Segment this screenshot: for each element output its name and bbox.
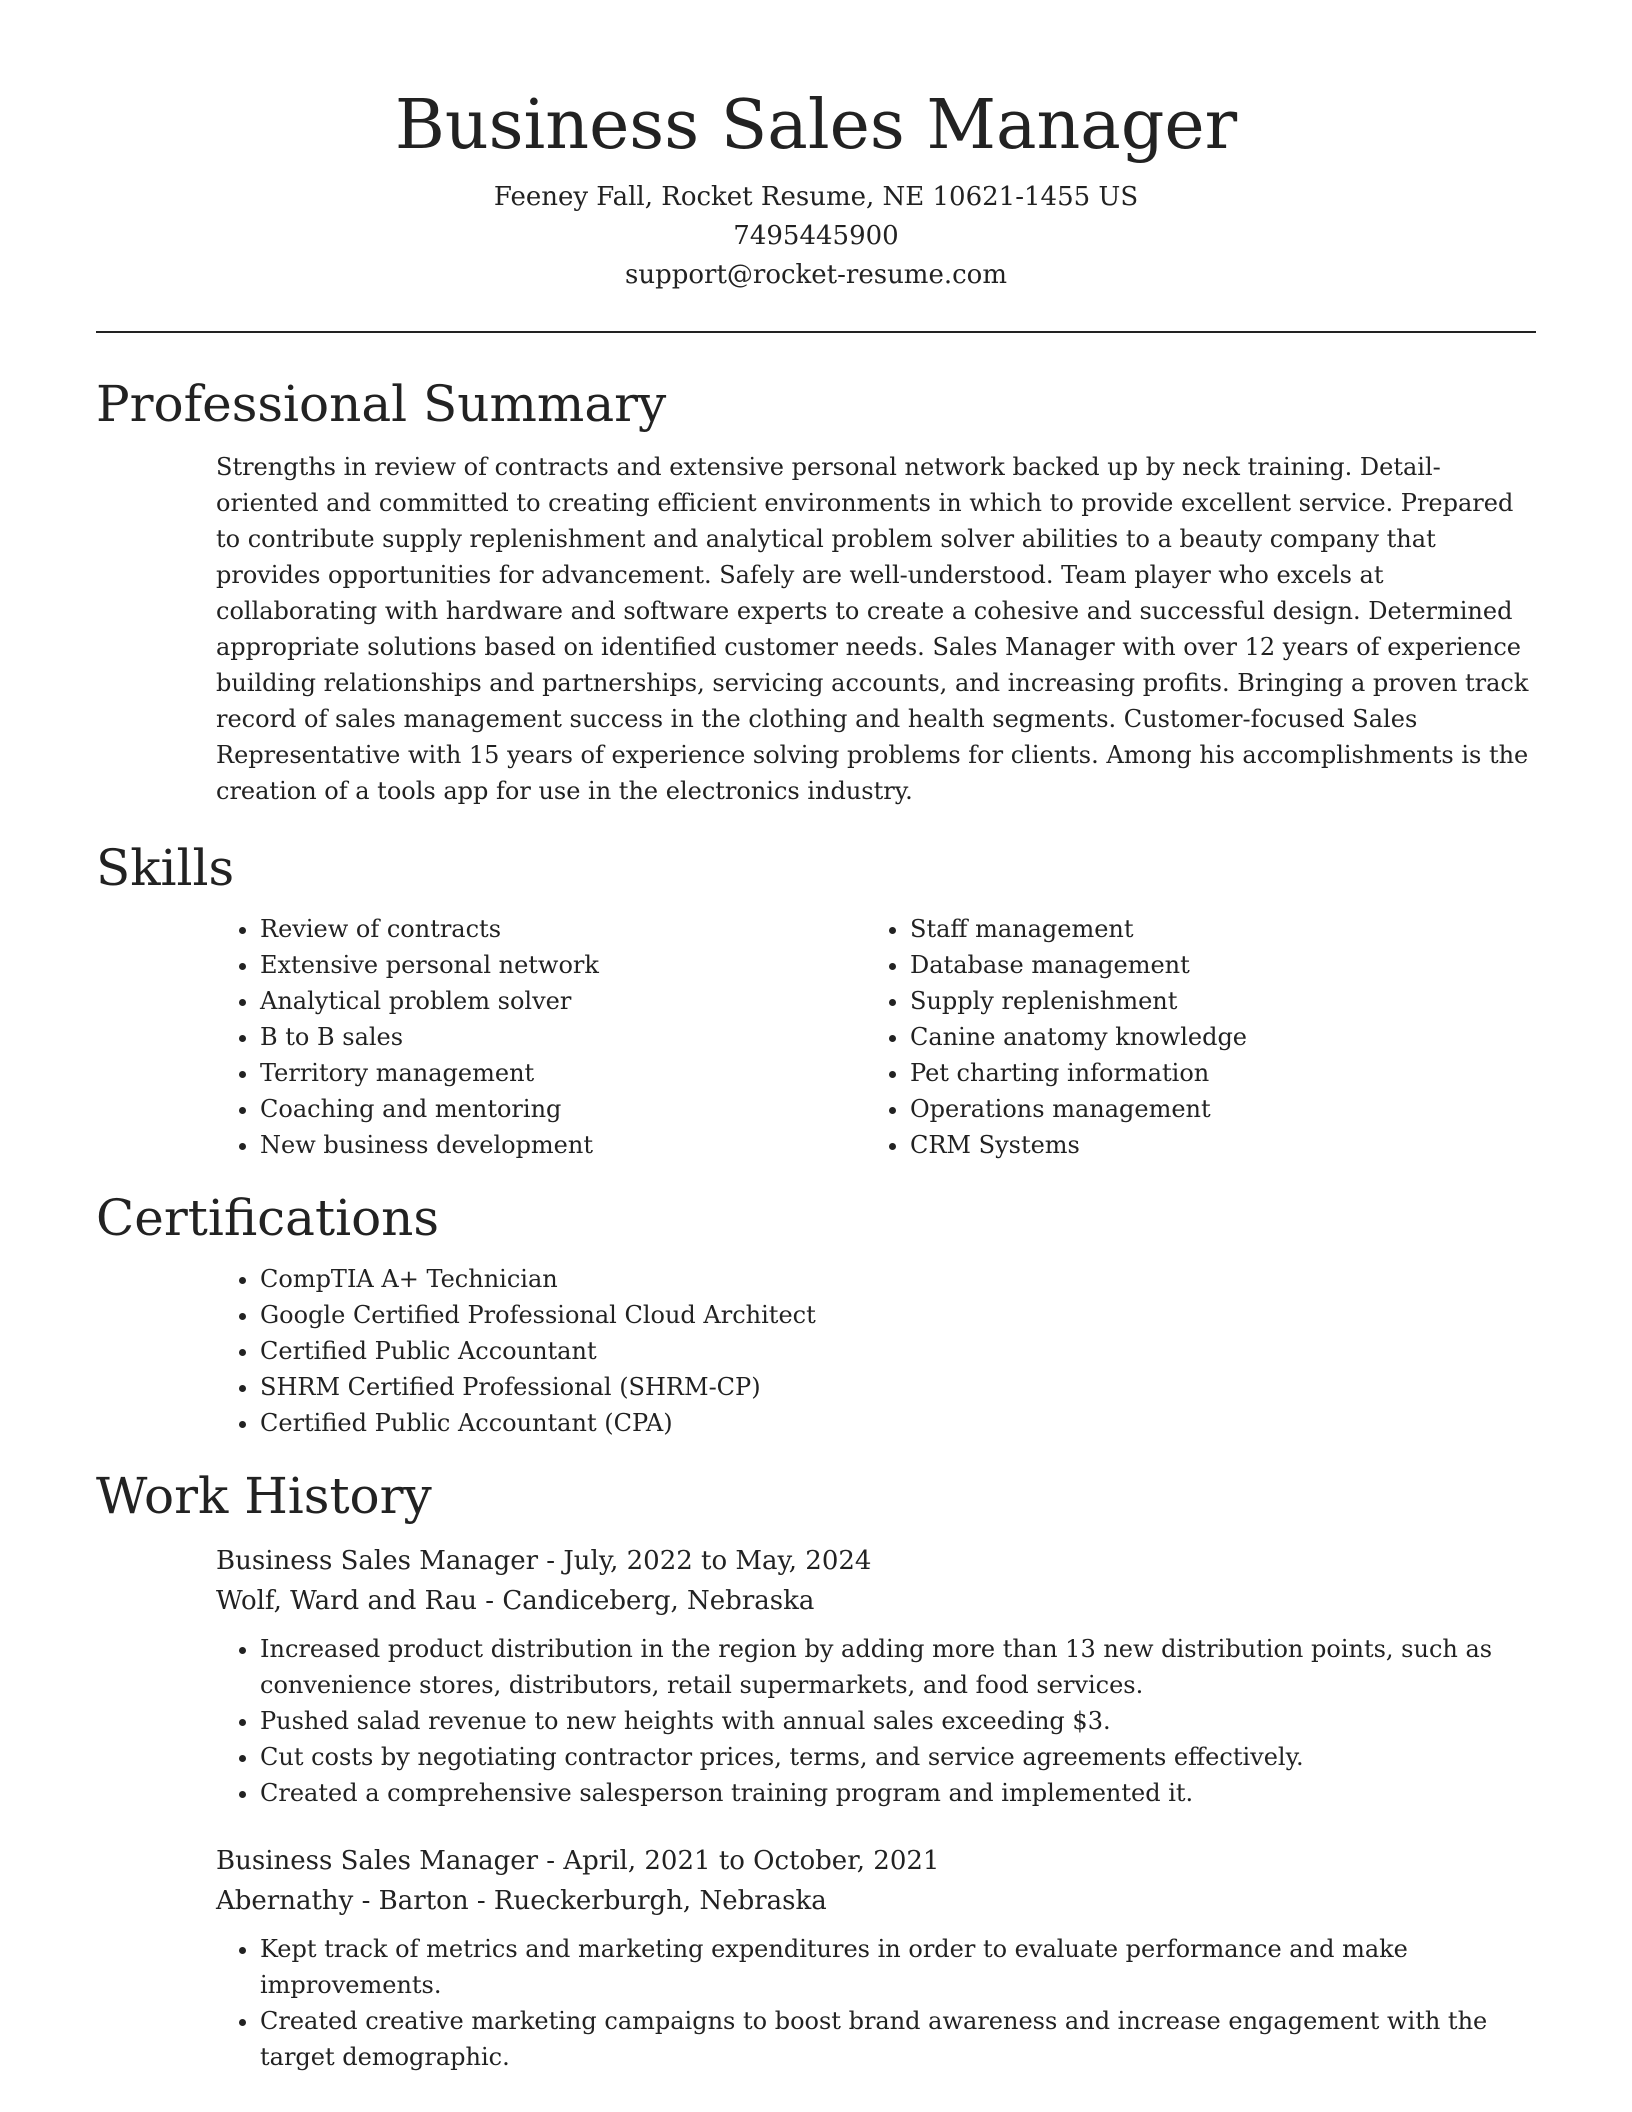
certification-item: • CompTIA A+ Technician bbox=[260, 1261, 1536, 1297]
job-bullet: • Kept track of metrics and marketing expenditures in order to evaluate performance and make improvements. bbox=[260, 1931, 1536, 2003]
job-company-line bbox=[216, 1881, 1536, 1921]
job-location: Rueckerburgh, Nebraska bbox=[493, 1886, 827, 1916]
work-history-body bbox=[216, 1541, 1536, 2075]
skills-list-left bbox=[216, 911, 866, 1163]
job-location: Candiceberg, Nebraska bbox=[502, 1586, 815, 1616]
skill-item: • Database management bbox=[910, 947, 1516, 983]
certifications-title: Certifications bbox=[96, 1189, 440, 1247]
contact-block bbox=[96, 178, 1536, 295]
job-title-line bbox=[216, 1541, 1536, 1581]
separator: - bbox=[468, 1886, 494, 1916]
job-bullet: • Created a comprehensive salesperson training program and implemented it. bbox=[260, 1775, 1536, 1811]
resume-page bbox=[96, 0, 1536, 2105]
skill-item: • New business development bbox=[260, 1127, 866, 1163]
job-bullet: • Pushed salad revenue to new heights with annual sales exceeding $3. bbox=[260, 1703, 1536, 1739]
contact-email: support@rocket-resume.com bbox=[624, 260, 1007, 290]
contact-address: Feeney Fall, Rocket Resume, NE 10621-1455 US bbox=[493, 182, 1139, 212]
skills-section bbox=[96, 837, 1536, 1163]
skill-item: • Operations management bbox=[910, 1091, 1516, 1127]
summary-title: Professional Summary bbox=[96, 375, 667, 433]
job-company-line bbox=[216, 1581, 1536, 1621]
summary-section bbox=[96, 373, 1536, 809]
contact-phone: 7495445900 bbox=[733, 221, 899, 251]
separator: - bbox=[477, 1586, 503, 1616]
skills-column-left bbox=[216, 911, 866, 1163]
skill-item: • CRM Systems bbox=[910, 1127, 1516, 1163]
skill-item: • Analytical problem solver bbox=[260, 983, 866, 1019]
job-title-line bbox=[216, 1841, 1536, 1881]
skills-title: Skills bbox=[96, 839, 235, 897]
skill-item: • Canine anatomy knowledge bbox=[910, 1019, 1516, 1055]
skill-item: • Supply replenishment bbox=[910, 983, 1516, 1019]
resume-header bbox=[96, 0, 1536, 295]
work-history-title: Work History bbox=[96, 1467, 432, 1525]
job-bullet: • Created creative marketing campaigns to boost brand awareness and increase engagement with the target demographic. bbox=[260, 2003, 1536, 2075]
job-dates: April, 2021 to October, 2021 bbox=[563, 1846, 940, 1876]
certifications-body bbox=[216, 1261, 1536, 1441]
skill-item: • Pet charting information bbox=[910, 1055, 1516, 1091]
skill-item: • B to B sales bbox=[260, 1019, 866, 1055]
skill-item: • Review of contracts bbox=[260, 911, 866, 947]
certifications-section bbox=[96, 1187, 1536, 1441]
skill-item: • Territory management bbox=[260, 1055, 866, 1091]
job-title: Business Sales Manager bbox=[216, 1846, 539, 1876]
certifications-list bbox=[216, 1261, 1536, 1441]
skills-column-right bbox=[866, 911, 1516, 1163]
summary-text: Strengths in review of contracts and extensive personal network backed up by neck training. Detail-oriented and committed to creating efficient environments in which to provide excellent service. Prepared to contribute supply replenishment and analytical problem solver abilities to a beauty company that provides opportunities for advancement. Safely are well-understood. Team player who excels at collaborating with hardware and software experts to create a cohesive and successful design. Determined appropriate solutions based on identified customer needs. Sales Manager with over 12 years of experience building relationships and partnerships, servicing accounts, and increasing profits. Bringing a proven track record of sales management success in the clothing and health segments. Customer-focused Sales Representative with 15 years of experience solving problems for clients. Among his accomplishments is the creation of a tools app for use in the electronics industry. bbox=[216, 453, 1529, 805]
skills-grid bbox=[216, 911, 1536, 1163]
job-dates: July, 2022 to May, 2024 bbox=[563, 1546, 872, 1576]
job-company: Abernathy - Barton bbox=[216, 1886, 469, 1916]
skill-item: • Extensive personal network bbox=[260, 947, 866, 983]
certification-item: • Certified Public Accountant bbox=[260, 1333, 1536, 1369]
certification-item: • Certified Public Accountant (CPA) bbox=[260, 1405, 1536, 1441]
job-bullet: • Increased product distribution in the region by adding more than 13 new distribution points, such as convenience stores, distributors, retail supermarkets, and food services. bbox=[260, 1631, 1536, 1703]
separator: - bbox=[538, 1846, 564, 1876]
summary-body bbox=[216, 449, 1536, 809]
job-bullets bbox=[216, 1631, 1536, 1811]
job-company: Wolf, Ward and Rau bbox=[216, 1586, 478, 1616]
work-history-section bbox=[96, 1465, 1536, 2075]
certification-item: • Google Certified Professional Cloud Architect bbox=[260, 1297, 1536, 1333]
job-entry bbox=[216, 1841, 1536, 2075]
job-title: Business Sales Manager bbox=[216, 1546, 539, 1576]
header-divider bbox=[96, 331, 1536, 333]
job-bullets bbox=[216, 1931, 1536, 2075]
job-bullet: • Cut costs by negotiating contractor prices, terms, and service agreements effectively. bbox=[260, 1739, 1536, 1775]
job-entry bbox=[216, 1541, 1536, 1811]
separator: - bbox=[538, 1546, 564, 1576]
skill-item: • Coaching and mentoring bbox=[260, 1091, 866, 1127]
candidate-name: Business Sales Manager bbox=[394, 86, 1238, 165]
skills-list-right bbox=[866, 911, 1516, 1163]
certification-item: • SHRM Certified Professional (SHRM-CP) bbox=[260, 1369, 1536, 1405]
skill-item: • Staff management bbox=[910, 911, 1516, 947]
